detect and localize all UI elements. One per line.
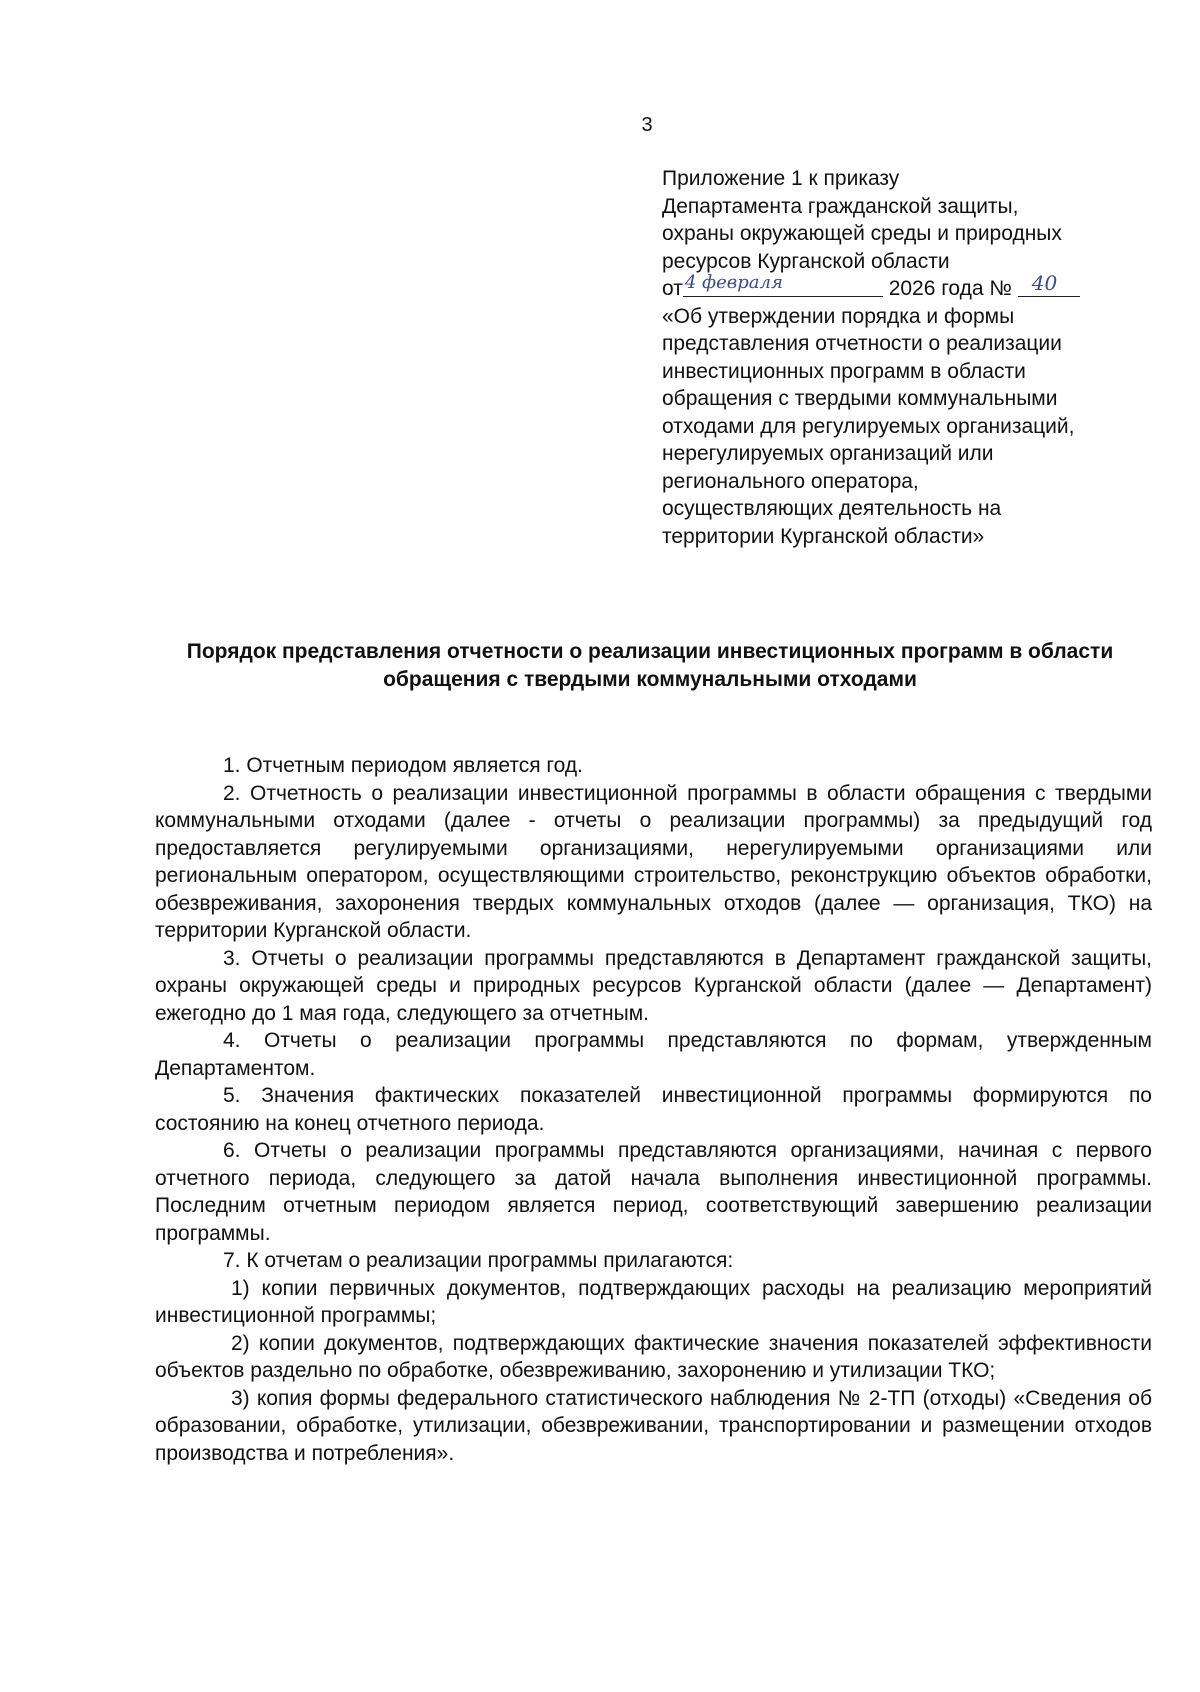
appendix-line: Приложение 1 к приказу — [662, 167, 900, 190]
date-blank — [683, 271, 883, 297]
order-title-line: отходами для регулируемых организаций, — [662, 414, 1075, 438]
order-title-line: территории Курганской области» — [662, 524, 985, 548]
document-body — [155, 752, 1152, 1467]
appendix-line: охраны окружающей среды и природных — [662, 222, 1062, 245]
sub-item-2: 2) копии документов, подтверждающих фактические значения показателей эффективности объектов раздельно по обработке, обезвреживанию, захоронению и утилизации ТКО; — [155, 1331, 1152, 1382]
order-title-line: представления отчетности о реализации — [662, 332, 1062, 355]
paragraph-3: 3. Отчеты о реализации программы представляются в Департамент гражданской защиты, охраны окружающей среды и природных ресурсов Курганской области (далее — Департамент) ежегодно до 1 мая года, следующего за отчетным. — [155, 946, 1152, 1025]
appendix-line: Департамента гражданской защиты, — [662, 194, 1019, 218]
paragraph-7: 7. К отчетам о реализации программы прилагаются: — [223, 1249, 734, 1272]
page-number: 3 — [641, 114, 653, 136]
sub-item-3: 3) копия формы федерального статистического наблюдения № 2-ТП (отходы) «Сведения об образовании, обработке, утилизации, обезвреживании, транспортировании и размещении отходов производства и потребления». — [155, 1386, 1152, 1465]
appendix-line: ресурсов Курганской области — [662, 249, 950, 273]
order-title-line: осуществляющих деятельность на — [662, 497, 1002, 520]
number-blank — [1018, 270, 1080, 297]
document-title: Порядок представления отчетности о реализации инвестиционных программ в области обращения с твердыми коммунальными отходами — [186, 640, 1114, 691]
date-prefix: от — [662, 277, 683, 300]
order-title-line: инвестиционных программ в области — [662, 359, 1026, 383]
order-title-line: обращения с твердыми коммунальными — [662, 387, 1058, 410]
sub-item-1: 1) копии первичных документов, подтверждающих расходы на реализацию мероприятий инвестиционной программы; — [155, 1276, 1152, 1327]
order-date-line — [662, 270, 1172, 303]
order-title-line: регионального оператора, — [662, 469, 919, 493]
date-suffix: 2026 года № — [888, 277, 1012, 300]
order-title-line: нерегулируемых организаций или — [662, 442, 994, 465]
paragraph-1: 1. Отчетным периодом является год. — [223, 754, 583, 777]
paragraph-5: 5. Значения фактических показателей инвестиционной программы формируются по состоянию на конец отчетного периода. — [155, 1084, 1152, 1135]
appendix-header — [662, 165, 1172, 550]
handwritten-date: 4 февраля — [684, 271, 783, 293]
paragraph-4: 4. Отчеты о реализации программы представляются по формам, утвержденным Департаментом. — [155, 1029, 1152, 1080]
order-title-line: «Об утверждении порядка и формы — [662, 304, 1015, 328]
paragraph-6: 6. Отчеты о реализации программы представляются организациями, начиная с первого отчетного периода, следующего за датой начала выполнения инвестиционной программы. Последним отчетным периодом является период, соответствующий завершению реализации программы. — [155, 1139, 1152, 1245]
handwritten-number: 40 — [1031, 270, 1058, 295]
paragraph-2: 2. Отчетность о реализации инвестиционной программы в области обращения с твердыми коммунальными отходами (далее - отчеты о реализации программы) за предыдущий год предоставляется регулируемыми организациями, нерегулируемыми организациями или региональным оператором, осуществляющими строительство, реконструкцию объектов обработки, обезвреживания, захоронения твердых коммунальных отходов (далее — организация, ТКО) на территории Курганской области. — [155, 781, 1152, 942]
